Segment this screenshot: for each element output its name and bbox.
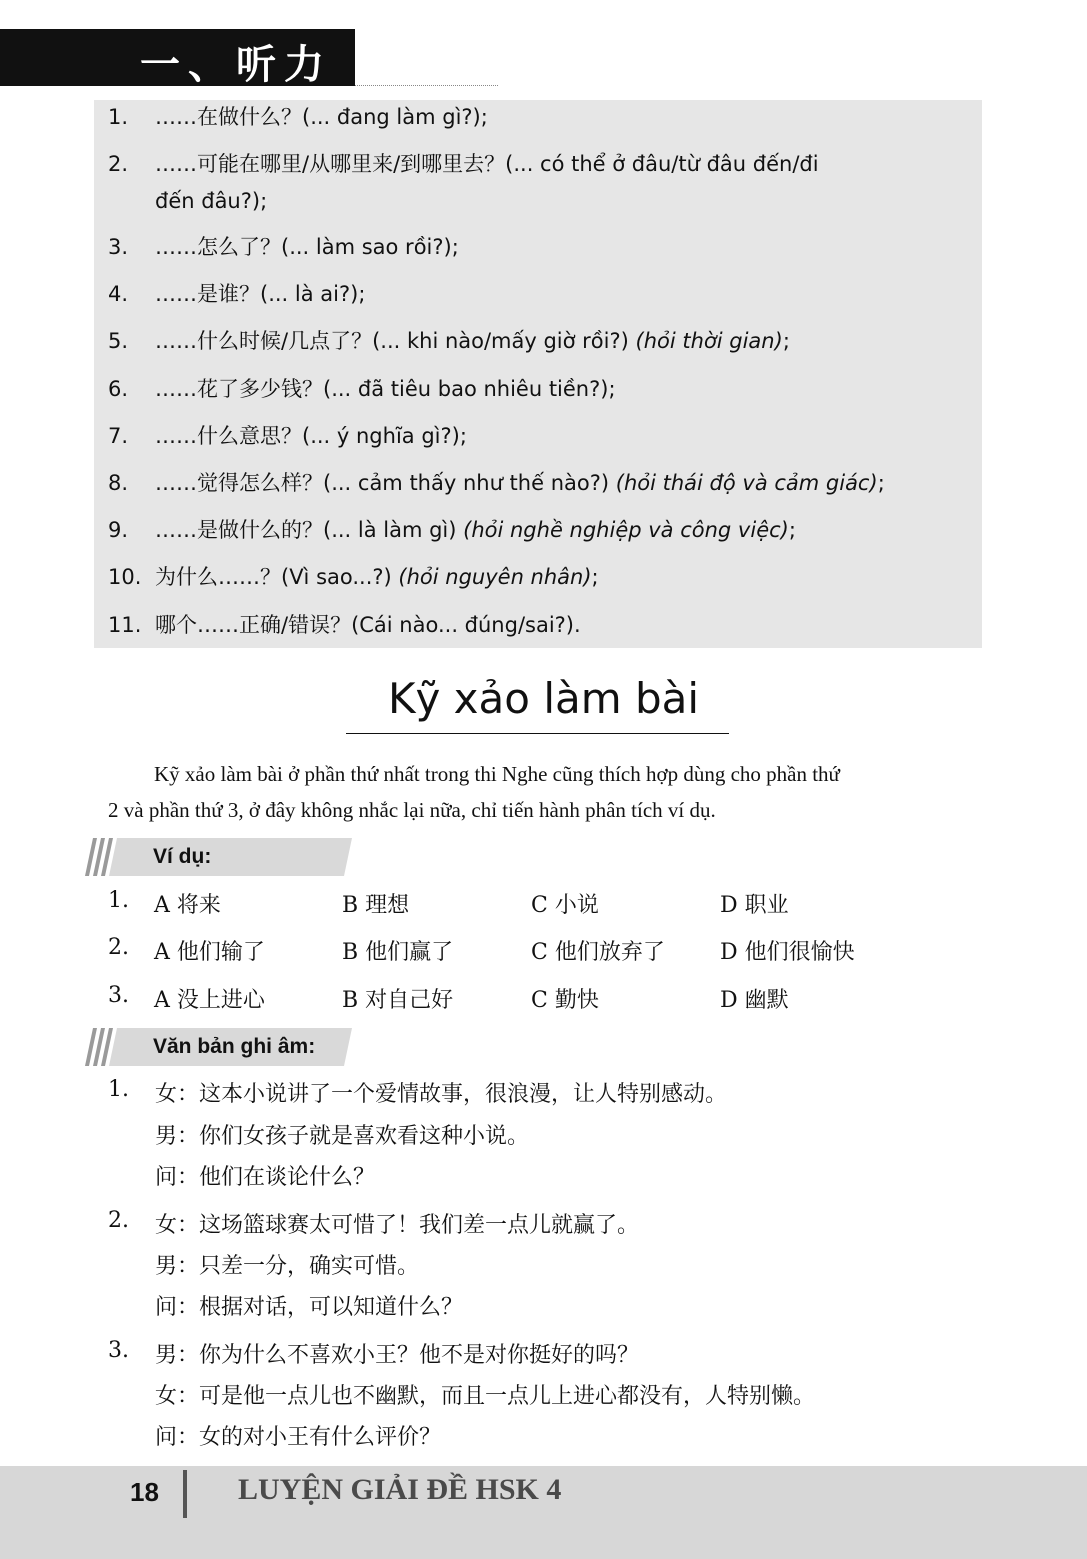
question-number: 8. [108,471,129,495]
question-number: 10. [108,565,142,589]
option-row-number: 3. [108,983,129,1008]
option-c: C 勤快 [531,988,599,1013]
paragraph-line: 2 và phần thứ 3, ở đây không nhắc lại nữa, chỉ tiến hành phân tích ví dụ. [108,798,716,822]
section-title: Kỹ xảo làm bài [387,674,700,723]
option-a: A 没上进心 [154,988,265,1013]
dialogue-line: 女：这场篮球赛太可惜了！我们差一点儿就赢了。 [155,1213,640,1238]
transcript-number: 2. [108,1208,129,1233]
question-number: 7. [108,424,129,448]
question-text: ……什么意思？(... ý nghĩa gì?); [155,424,467,448]
question-number: 3. [108,235,129,259]
dialogue-line: 女：这本小说讲了一个爱情故事，很浪漫，让人特别感动。 [155,1082,728,1107]
question-text: 哪个……正确/错误？(Cái nào... đúng/sai?). [155,613,581,637]
question-number: 4. [108,282,129,306]
option-b: B 他们赢了 [342,940,454,965]
transcript-label-bar [77,1028,352,1066]
question-note: (hỏi thái độ và cảm giác) [615,471,878,495]
option-row-number: 1. [108,888,129,913]
section-header [0,29,355,86]
dialogue-line: 男：你们女孩子就是喜欢看这种小说。 [155,1124,530,1149]
question-text: ……是做什么的？(... là làm gì) (hỏi nghề nghiệp và công việc); [155,518,796,542]
question-text: 为什么……？(Vì sao...?) (hỏi nguyên nhân); [155,565,599,589]
example-label: Ví dụ: [153,845,212,868]
transcript-label: Văn bản ghi âm: [153,1035,316,1058]
page-number: 18 [130,1477,159,1507]
intro-paragraph [108,756,976,828]
book-title: LUYỆN GIẢI ĐỀ HSK 4 [238,1473,562,1506]
question-number: 9. [108,518,129,542]
section-header-title: 一、听力 [140,41,332,88]
option-a: A 将来 [154,893,221,918]
question-note: (hỏi nghề nghiệp và công việc) [463,518,789,542]
option-b: B 对自己好 [342,988,454,1013]
dialogue-line: 男：你为什么不喜欢小王？他不是对你挺好的吗？ [155,1343,640,1368]
question-number: 1. [108,105,129,129]
question-text: ……是谁？(... là ai?); [155,282,366,306]
question-text: ……觉得怎么样？(... cảm thấy như thế nào?) (hỏi thái độ và cảm giác); [155,471,885,495]
option-d: D 幽默 [720,988,789,1013]
question-number: 2. [108,152,129,176]
dialogue-line: 女：可是他一点儿也不幽默，而且一点儿上进心都没有，人特别懒。 [155,1384,816,1409]
option-c: C 他们放弃了 [531,940,665,965]
transcript-number: 3. [108,1338,129,1363]
question-text-continued: đến đâu?); [155,189,268,213]
question-text: ……怎么了？(... làm sao rồi?); [155,235,459,259]
option-b: B 理想 [342,893,410,918]
dialogue-line: 问：女的对小王有什么评价？ [155,1425,442,1450]
question-number: 11. [108,613,142,637]
question-note: (hỏi thời gian) [635,329,783,353]
example-label-bar [77,838,352,876]
header-dotted-divider [355,85,498,86]
dialogue-line: 男：只差一分，确实可惜。 [155,1254,420,1279]
dialogue-line: 问：根据对话，可以知道什么？ [155,1295,464,1320]
option-a: A 他们输了 [154,940,265,965]
question-note: (hỏi nguyên nhân) [398,565,592,589]
footer-divider [183,1470,187,1518]
label-bar-graphic [77,838,352,876]
paragraph-line: Kỹ xảo làm bài ở phần thứ nhất trong thi Nghe cũng thích hợp dùng cho phần thứ [154,762,840,786]
question-number: 5. [108,329,129,353]
question-text: ……可能在哪里/从哪里来/到哪里去？(... có thể ở đâu/từ đâu đến/đi [155,152,819,176]
question-text: ……花了多少钱？(... đã tiêu bao nhiêu tiền?); [155,377,616,401]
option-d: D 他们很愉快 [720,940,855,965]
question-text: ……什么时候/几点了？(... khi nào/mấy giờ rồi?) (hỏi thời gian); [155,329,790,353]
question-number: 6. [108,377,129,401]
section-title-underline [346,733,729,734]
question-text: ……在做什么？(... đang làm gì?); [155,105,488,129]
option-row-number: 2. [108,935,129,960]
option-d: D 职业 [720,893,789,918]
dialogue-line: 问：他们在谈论什么？ [155,1165,376,1190]
option-c: C 小说 [531,893,599,918]
transcript-number: 1. [108,1077,129,1102]
